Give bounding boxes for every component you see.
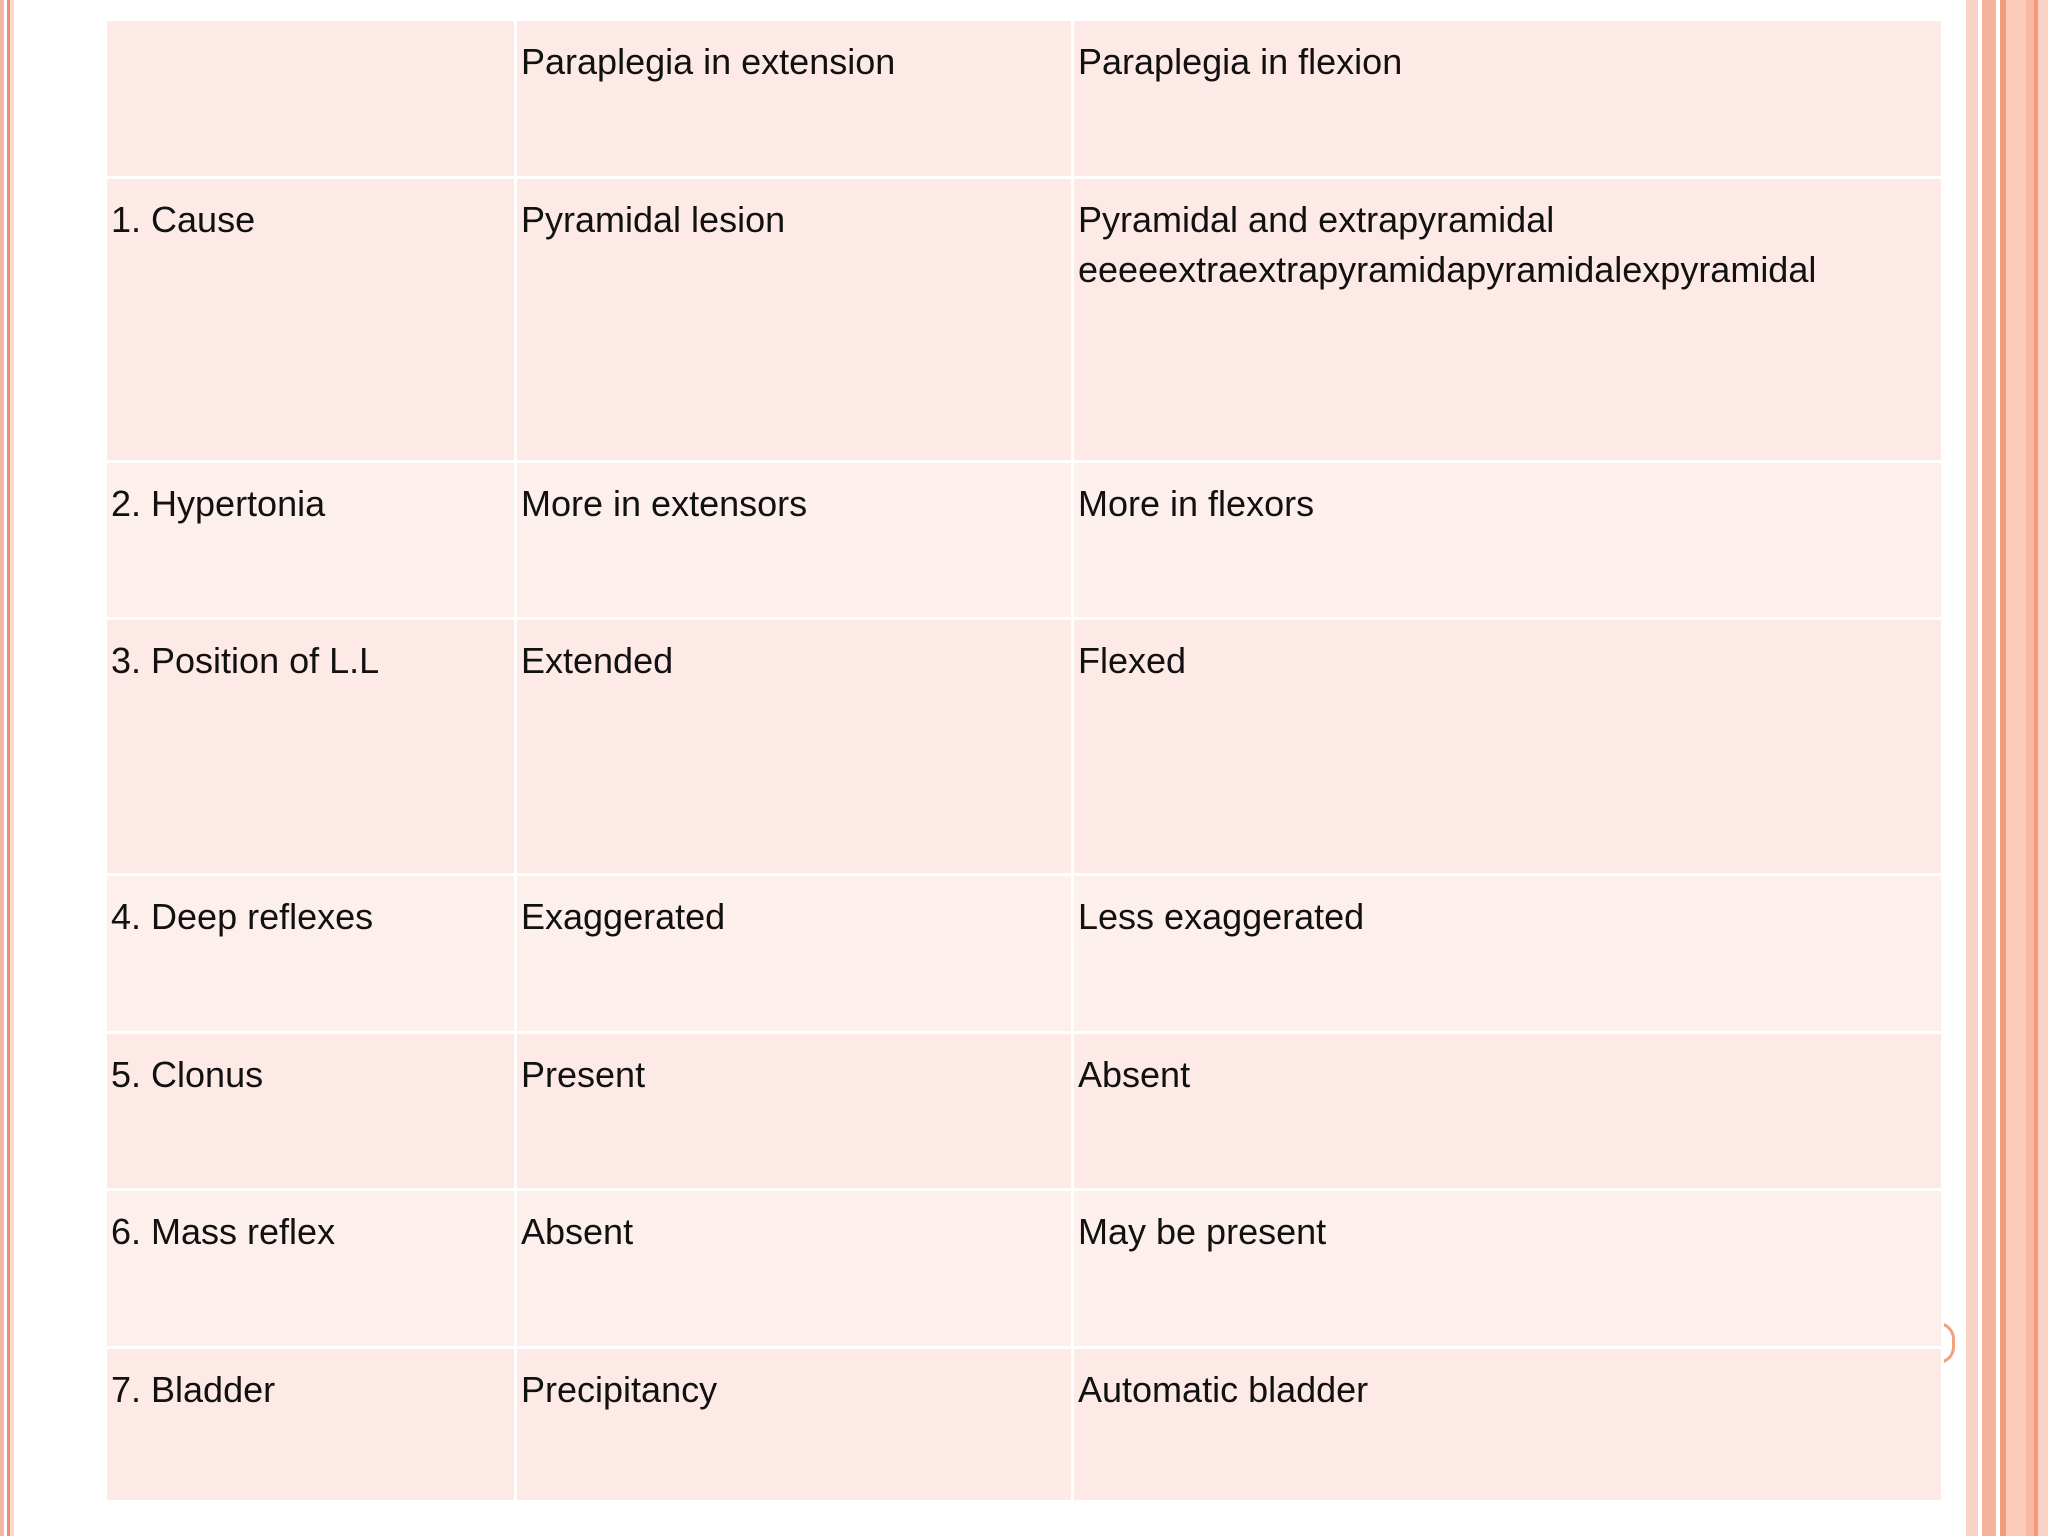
row-extension-cell: Precipitancy	[516, 1348, 1073, 1502]
row-flexion-cell: Less exaggerated	[1073, 875, 1943, 1033]
row-feature-cell: 5. Clonus	[106, 1033, 516, 1190]
table-row	[106, 619, 1943, 875]
row-flexion-cell: Automatic bladder	[1073, 1348, 1943, 1502]
row-extension-cell: Absent	[516, 1190, 1073, 1348]
slide-left-border	[0, 0, 14, 1536]
row-extension-cell: Present	[516, 1033, 1073, 1190]
table-row	[106, 875, 1943, 1033]
row-flexion-cell: More in flexors	[1073, 462, 1943, 619]
row-flexion-line: eeeeextraextrapyramidapyramidalexpyramidal	[1078, 249, 1817, 290]
header-cell-extension: Paraplegia in extension	[516, 20, 1073, 178]
row-feature-cell: 1. Cause	[106, 178, 516, 462]
header-cell-feature	[106, 20, 516, 178]
row-flexion-cell: May be present	[1073, 1190, 1943, 1348]
row-flexion-line: Pyramidal and extrapyramidal	[1078, 199, 1555, 240]
row-feature-cell: 4. Deep reflexes	[106, 875, 516, 1033]
table-header-row	[106, 20, 1943, 178]
row-feature-cell: 3. Position of L.L	[106, 619, 516, 875]
comparison-table-container	[104, 18, 1944, 1500]
comparison-table	[104, 18, 1944, 1503]
row-extension-cell: More in extensors	[516, 462, 1073, 619]
table-row	[106, 1190, 1943, 1348]
header-cell-flexion: Paraplegia in flexion	[1073, 20, 1943, 178]
row-flexion-cell: Absent	[1073, 1033, 1943, 1190]
row-extension-cell: Pyramidal lesion	[516, 178, 1073, 462]
slide-right-border	[1966, 0, 2048, 1536]
row-feature-cell: 7. Bladder	[106, 1348, 516, 1502]
table-row	[106, 178, 1943, 462]
row-flexion-cell: Flexed	[1073, 619, 1943, 875]
row-extension-cell: Extended	[516, 619, 1073, 875]
table-row	[106, 1348, 1943, 1502]
row-feature-cell: 6. Mass reflex	[106, 1190, 516, 1348]
table-row	[106, 462, 1943, 619]
table-row	[106, 1033, 1943, 1190]
row-flexion-cell	[1073, 178, 1943, 462]
row-feature-cell: 2. Hypertonia	[106, 462, 516, 619]
row-extension-cell: Exaggerated	[516, 875, 1073, 1033]
